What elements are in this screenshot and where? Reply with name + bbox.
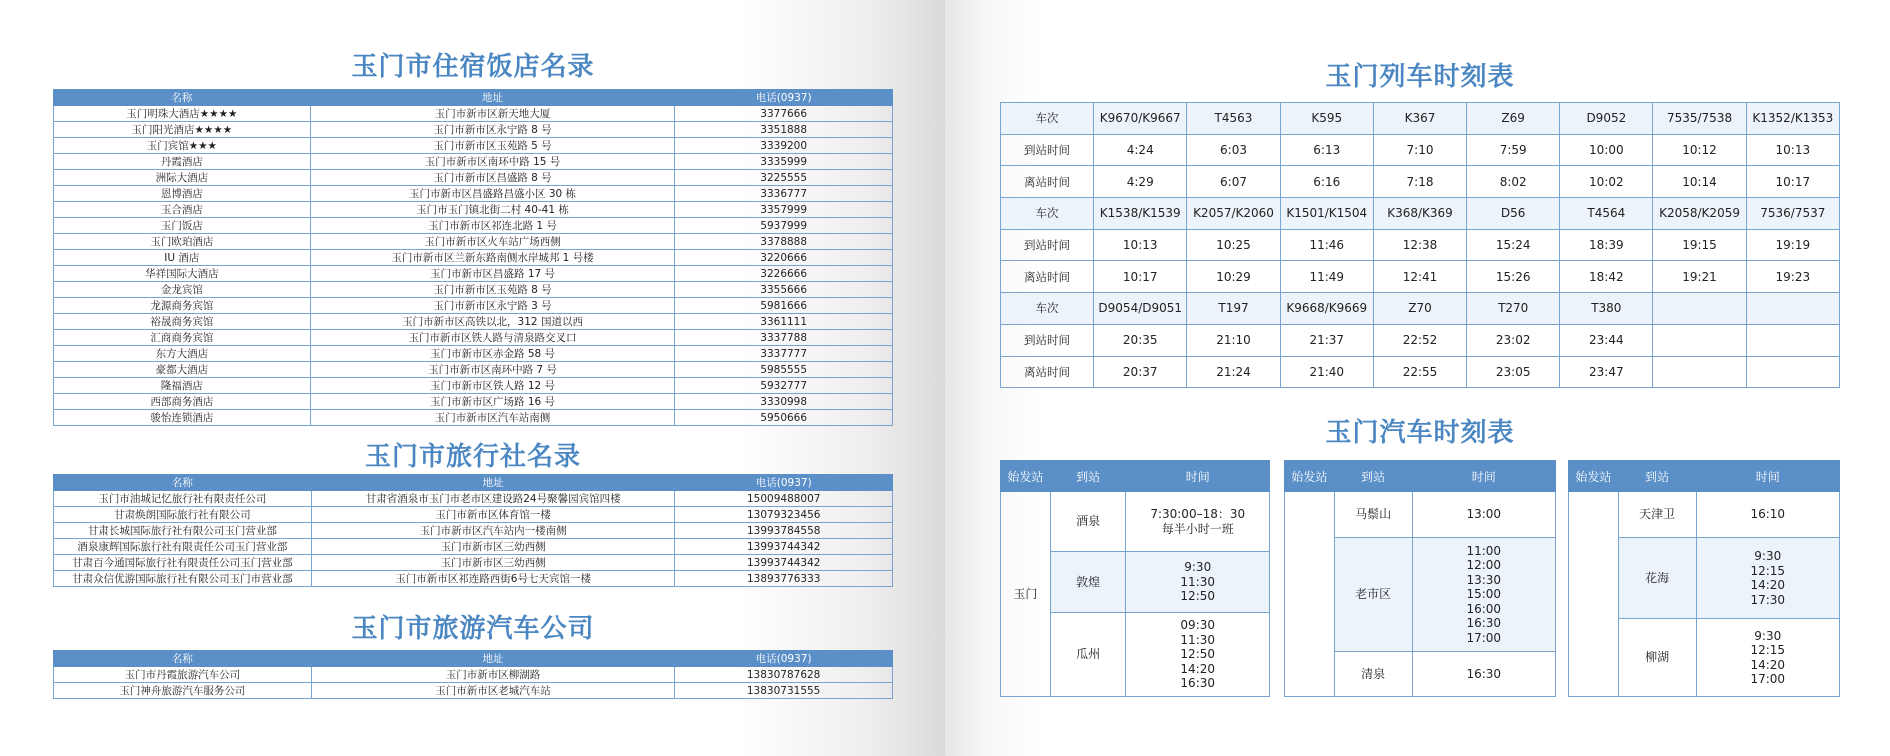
train-cell: T270: [1467, 293, 1560, 325]
train-cell: 6:07: [1187, 166, 1280, 198]
buscos-phone-cell: 13830787628: [675, 667, 893, 683]
bus3-time-2: 9:30 12:15 14:20 17:30: [1696, 538, 1840, 619]
agencies-address-cell: 甘肃省酒泉市玉门市老市区建设路24号聚馨园宾馆四楼: [311, 491, 675, 507]
train-cell: 10:14: [1653, 166, 1746, 198]
bus1-dest-3: 瓜州: [1050, 613, 1126, 697]
bus3-time-1: 16:10: [1696, 492, 1840, 538]
hotels-name-cell: 汇商商务宾馆: [54, 330, 311, 346]
hotels-header-row: [54, 90, 893, 106]
hotels-name-cell: 豪都大酒店: [54, 362, 311, 378]
bus2-time-2: 11:00 12:00 13:30 15:00 16:00 16:30 17:00: [1412, 538, 1556, 652]
train-timetable: [1000, 102, 1840, 388]
bus2-dest-2: 老市区: [1334, 538, 1412, 652]
table-row: [1569, 492, 1840, 538]
train-cell: 8:02: [1467, 166, 1560, 198]
table-row: [54, 218, 893, 234]
table-row: [1001, 103, 1840, 135]
hotels-name-cell: 玉门饭店: [54, 218, 311, 234]
train-cell: 10:29: [1187, 261, 1280, 293]
train-cell: [1653, 324, 1746, 356]
hotels-phone-cell: 3337788: [675, 330, 893, 346]
table-row: [54, 282, 893, 298]
bus-title: 玉门汽车时刻表: [1325, 418, 1515, 448]
train-cell: 6:13: [1280, 134, 1373, 166]
train-cell: 7:10: [1373, 134, 1466, 166]
hotels-phone-cell: 5950666: [675, 410, 893, 426]
buscos-header-name: 名称: [54, 651, 312, 667]
bus2-header-dest: 到站: [1334, 461, 1412, 492]
train-cell: 20:35: [1094, 324, 1187, 356]
agencies-header-row: [54, 475, 893, 491]
train-cell: 21:24: [1187, 356, 1280, 388]
hotels-phone-cell: 3330998: [675, 394, 893, 410]
hotels-address-cell: 玉门市新市区永宁路 8 号: [310, 122, 675, 138]
train-cell: D56: [1467, 198, 1560, 230]
hotels-address-cell: 玉门市新市区玉苑路 5 号: [310, 138, 675, 154]
hotels-header-address: 地址: [310, 90, 675, 106]
bus1-time-1: 7:30:00–18：30 每半小时一班: [1126, 492, 1270, 552]
agencies-phone-cell: 13993784558: [675, 523, 893, 539]
table-row: [54, 394, 893, 410]
table-row: [54, 330, 893, 346]
hotels-address-cell: 玉门市新市区高铁以北，312 国道以西: [310, 314, 675, 330]
bus1-header-origin: 始发站: [1001, 461, 1051, 492]
table-row: [54, 667, 893, 683]
hotels-phone-cell: 3336777: [675, 186, 893, 202]
table-row: [1001, 324, 1840, 356]
agencies-header-name: 名称: [54, 475, 312, 491]
table-row: [1285, 492, 1556, 538]
table-row: [54, 523, 893, 539]
bus1-time-3: 09:30 11:30 12:50 14:20 16:30: [1126, 613, 1270, 697]
hotels-name-cell: 丹霞酒店: [54, 154, 311, 170]
train-cell: 7:18: [1373, 166, 1466, 198]
hotels-name-cell: 西部商务酒店: [54, 394, 311, 410]
table-row: [54, 378, 893, 394]
train-cell: 11:46: [1280, 229, 1373, 261]
table-row: [54, 122, 893, 138]
agencies-title: 玉门市旅行社名录: [364, 442, 581, 472]
hotels-address-cell: 玉门市新市区玉苑路 8 号: [310, 282, 675, 298]
bus2-time-3: 16:30: [1412, 652, 1556, 697]
bus1-time-2: 9:30 11:30 12:50: [1126, 552, 1270, 613]
table-row: [54, 234, 893, 250]
train-cell: 10:13: [1094, 229, 1187, 261]
table-row: [54, 314, 893, 330]
bus3-dest-1: 天津卫: [1618, 492, 1696, 538]
train-cell: 11:49: [1280, 261, 1373, 293]
agencies-address-cell: 玉门市新市区三幼西侧: [311, 539, 675, 555]
train-cell: T380: [1560, 293, 1653, 325]
train-cell: K9668/K9669: [1280, 293, 1373, 325]
table-row: [54, 410, 893, 426]
hotels-name-cell: 玉门明珠大酒店★★★★: [54, 106, 311, 122]
agencies-address-cell: 玉门市新市区汽车站内一楼南侧: [311, 523, 675, 539]
bus2-dest-1: 马鬃山: [1334, 492, 1412, 538]
bus3-origin: [1569, 492, 1619, 697]
table-row: [54, 683, 893, 699]
buscos-address-cell: 玉门市新市区柳湖路: [311, 667, 675, 683]
hotels-phone-cell: 3361111: [675, 314, 893, 330]
table-row: [54, 507, 893, 523]
agencies-address-cell: 玉门市新市区三幼西侧: [311, 555, 675, 571]
hotels-name-cell: 玉合酒店: [54, 202, 311, 218]
train-cell: 6:03: [1187, 134, 1280, 166]
train-row-label: 到站时间: [1001, 229, 1094, 261]
train-cell: 10:13: [1746, 134, 1839, 166]
hotels-phone-cell: 3355666: [675, 282, 893, 298]
buscos-name-cell: 玉门市丹霞旅游汽车公司: [54, 667, 312, 683]
train-cell: 7:59: [1467, 134, 1560, 166]
hotels-phone-cell: 5985555: [675, 362, 893, 378]
agencies-address-cell: 玉门市新市区祁连路西街6号七天宾馆一楼: [311, 571, 675, 587]
hotels-address-cell: 玉门市新市区昌盛路 17 号: [310, 266, 675, 282]
hotels-address-cell: 玉门市新市区汽车站南侧: [310, 410, 675, 426]
hotels-phone-cell: 5932777: [675, 378, 893, 394]
buscos-header-row: [54, 651, 893, 667]
hotels-name-cell: 裕晟商务宾馆: [54, 314, 311, 330]
agencies-phone-cell: 13079323456: [675, 507, 893, 523]
agencies-header-address: 地址: [311, 475, 675, 491]
agencies-phone-cell: 13893776333: [675, 571, 893, 587]
bus1-dest-2: 敦煌: [1050, 552, 1126, 613]
bus3-dest-2: 花海: [1618, 538, 1696, 619]
train-row-label: 离站时间: [1001, 261, 1094, 293]
hotels-phone-cell: 3337777: [675, 346, 893, 362]
bus2-header-origin: 始发站: [1285, 461, 1335, 492]
bus2-origin: [1285, 492, 1335, 697]
hotels-address-cell: 玉门市新市区兰新东路南侧水岸城邦 1 号楼: [310, 250, 675, 266]
hotels-phone-cell: 3339200: [675, 138, 893, 154]
hotels-phone-cell: 3351888: [675, 122, 893, 138]
bus3-header-dest: 到站: [1618, 461, 1696, 492]
train-cell: K2057/K2060: [1187, 198, 1280, 230]
hotels-header-phone: 电话(0937): [675, 90, 893, 106]
table-row: [1001, 356, 1840, 388]
bus-table-3: [1568, 460, 1840, 697]
train-cell: K367: [1373, 103, 1466, 135]
agencies-name-cell: 甘肃百今通国际旅行社有限责任公司玉门营业部: [54, 555, 312, 571]
hotels-phone-cell: 3357999: [675, 202, 893, 218]
hotels-name-cell: 恩博酒店: [54, 186, 311, 202]
train-cell: 10:02: [1560, 166, 1653, 198]
train-cell: 21:37: [1280, 324, 1373, 356]
hotels-title: 玉门市住宿饭店名录: [351, 52, 595, 82]
agencies-phone-cell: 13993744342: [675, 539, 893, 555]
hotels-phone-cell: 3226666: [675, 266, 893, 282]
table-row: [54, 138, 893, 154]
train-cell: 23:05: [1467, 356, 1560, 388]
bus1-header-dest: 到站: [1050, 461, 1126, 492]
bus3-dest-3: 柳湖: [1618, 619, 1696, 697]
hotels-name-cell: 东方大酒店: [54, 346, 311, 362]
train-cell: 7535/7538: [1653, 103, 1746, 135]
buscos-phone-cell: 13830731555: [675, 683, 893, 699]
table-row: [1001, 261, 1840, 293]
agencies-header-phone: 电话(0937): [675, 475, 893, 491]
train-cell: 12:41: [1373, 261, 1466, 293]
train-cell: 10:12: [1653, 134, 1746, 166]
agencies-table: [53, 474, 893, 587]
hotels-address-cell: 玉门市新市区火车站广场西侧: [310, 234, 675, 250]
train-cell: [1746, 356, 1839, 388]
table-row: [54, 571, 893, 587]
train-cell: 22:52: [1373, 324, 1466, 356]
buscos-name-cell: 玉门神舟旅游汽车服务公司: [54, 683, 312, 699]
hotels-name-cell: 玉门宾馆★★★: [54, 138, 311, 154]
train-cell: [1746, 293, 1839, 325]
hotels-header-name: 名称: [54, 90, 311, 106]
train-cell: 22:55: [1373, 356, 1466, 388]
table-row: [54, 346, 893, 362]
train-row-label: 离站时间: [1001, 356, 1094, 388]
buscos-header-phone: 电话(0937): [675, 651, 893, 667]
table-row: [54, 106, 893, 122]
train-cell: 10:17: [1746, 166, 1839, 198]
table-row: [1001, 293, 1840, 325]
bus-table-2: [1284, 460, 1556, 697]
hotels-phone-cell: 3378888: [675, 234, 893, 250]
train-cell: 15:24: [1467, 229, 1560, 261]
buscos-header-address: 地址: [311, 651, 675, 667]
bus2-time-1: 13:00: [1412, 492, 1556, 538]
table-row: [54, 186, 893, 202]
bus1-header-time: 时间: [1126, 461, 1270, 492]
train-cell: 23:44: [1560, 324, 1653, 356]
train-cell: D9052: [1560, 103, 1653, 135]
table-row: [1001, 134, 1840, 166]
bus-companies-table: [53, 650, 893, 699]
table-row: [54, 202, 893, 218]
hotels-address-cell: 玉门市新市区南环中路 15 号: [310, 154, 675, 170]
table-row: [54, 154, 893, 170]
agencies-name-cell: 甘肃众信优游国际旅行社有限公司玉门市营业部: [54, 571, 312, 587]
train-cell: K9670/K9667: [1094, 103, 1187, 135]
train-cell: [1746, 324, 1839, 356]
train-cell: 21:10: [1187, 324, 1280, 356]
table-row: [1001, 492, 1270, 552]
bus-table-3-header: [1569, 461, 1840, 492]
table-row: [54, 491, 893, 507]
bus1-dest-1: 酒泉: [1050, 492, 1126, 552]
bus-table-2-header: [1285, 461, 1556, 492]
train-cell: 10:00: [1560, 134, 1653, 166]
agencies-phone-cell: 13993744342: [675, 555, 893, 571]
train-cell: 10:25: [1187, 229, 1280, 261]
bus3-time-3: 9:30 12:15 14:20 17:00: [1696, 619, 1840, 697]
table-row: [54, 555, 893, 571]
train-row-label: 到站时间: [1001, 324, 1094, 356]
train-cell: T4564: [1560, 198, 1653, 230]
train-cell: 4:29: [1094, 166, 1187, 198]
hotels-phone-cell: 3220666: [675, 250, 893, 266]
hotels-address-cell: 玉门市新市区铁人路与清泉路交叉口: [310, 330, 675, 346]
train-cell: 18:42: [1560, 261, 1653, 293]
train-row-label: 车次: [1001, 103, 1094, 135]
bus1-origin: 玉门: [1001, 492, 1051, 697]
hotels-name-cell: 隆福酒店: [54, 378, 311, 394]
agencies-name-cell: 甘肃长城国际旅行社有限公司玉门营业部: [54, 523, 312, 539]
train-cell: 19:15: [1653, 229, 1746, 261]
agencies-name-cell: 酒泉康辉国际旅行社有限责任公司玉门营业部: [54, 539, 312, 555]
agencies-name-cell: 甘肃焕朗国际旅行社有限公司: [54, 507, 312, 523]
train-cell: T4563: [1187, 103, 1280, 135]
hotels-address-cell: 玉门市新市区昌盛路 8 号: [310, 170, 675, 186]
hotels-name-cell: 金龙宾馆: [54, 282, 311, 298]
agencies-address-cell: 玉门市新市区体育馆一楼: [311, 507, 675, 523]
hotels-name-cell: IU 酒店: [54, 250, 311, 266]
train-cell: 12:38: [1373, 229, 1466, 261]
train-cell: 23:47: [1560, 356, 1653, 388]
hotels-address-cell: 玉门市新市区祁连北路 1 号: [310, 218, 675, 234]
hotels-name-cell: 华祥国际大酒店: [54, 266, 311, 282]
agencies-name-cell: 玉门市油城记忆旅行社有限责任公司: [54, 491, 312, 507]
hotels-address-cell: 玉门市新市区昌盛路昌盛小区 30 栋: [310, 186, 675, 202]
hotels-address-cell: 玉门市新市区南环中路 7 号: [310, 362, 675, 378]
train-title: 玉门列车时刻表: [1325, 62, 1515, 92]
train-cell: [1653, 293, 1746, 325]
agencies-phone-cell: 15009488007: [675, 491, 893, 507]
train-cell: T197: [1187, 293, 1280, 325]
train-cell: K368/K369: [1373, 198, 1466, 230]
train-cell: 15:26: [1467, 261, 1560, 293]
hotels-table: [53, 89, 893, 426]
train-cell: 21:40: [1280, 356, 1373, 388]
train-cell: 19:19: [1746, 229, 1839, 261]
table-row: [54, 170, 893, 186]
table-row: [1001, 166, 1840, 198]
train-cell: 19:21: [1653, 261, 1746, 293]
table-row: [1001, 198, 1840, 230]
train-row-label: 离站时间: [1001, 166, 1094, 198]
hotels-address-cell: 玉门市玉门镇北街二村 40-41 栋: [310, 202, 675, 218]
hotels-address-cell: 玉门市新市区新天地大厦: [310, 106, 675, 122]
bus2-dest-3: 清泉: [1334, 652, 1412, 697]
hotels-phone-cell: 5981666: [675, 298, 893, 314]
train-cell: 6:16: [1280, 166, 1373, 198]
hotels-name-cell: 龙源商务宾馆: [54, 298, 311, 314]
train-cell: K1538/K1539: [1094, 198, 1187, 230]
train-cell: 19:23: [1746, 261, 1839, 293]
train-row-label: 车次: [1001, 293, 1094, 325]
train-cell: 7536/7537: [1746, 198, 1839, 230]
train-cell: 4:24: [1094, 134, 1187, 166]
train-cell: K595: [1280, 103, 1373, 135]
train-cell: 23:02: [1467, 324, 1560, 356]
bus3-header-time: 时间: [1696, 461, 1840, 492]
train-row-label: 车次: [1001, 198, 1094, 230]
bus2-header-time: 时间: [1412, 461, 1556, 492]
hotels-address-cell: 玉门市新市区赤金路 58 号: [310, 346, 675, 362]
hotels-name-cell: 骏怡连锁酒店: [54, 410, 311, 426]
bus3-header-origin: 始发站: [1569, 461, 1619, 492]
table-row: [54, 266, 893, 282]
hotels-phone-cell: 3225555: [675, 170, 893, 186]
hotels-name-cell: 洲际大酒店: [54, 170, 311, 186]
buscos-address-cell: 玉门市新市区老城汽车站: [311, 683, 675, 699]
train-cell: [1653, 356, 1746, 388]
table-row: [54, 539, 893, 555]
table-row: [54, 362, 893, 378]
table-row: [54, 250, 893, 266]
bus-table-1: [1000, 460, 1270, 697]
train-cell: D9054/D9051: [1094, 293, 1187, 325]
hotels-name-cell: 玉门欧珀酒店: [54, 234, 311, 250]
hotels-address-cell: 玉门市新市区铁人路 12 号: [310, 378, 675, 394]
hotels-address-cell: 玉门市新市区广场路 16 号: [310, 394, 675, 410]
train-cell: 20:37: [1094, 356, 1187, 388]
hotels-phone-cell: 3335999: [675, 154, 893, 170]
table-row: [1001, 229, 1840, 261]
train-cell: Z70: [1373, 293, 1466, 325]
buscos-title: 玉门市旅游汽车公司: [351, 614, 595, 644]
train-cell: 10:17: [1094, 261, 1187, 293]
train-cell: 18:39: [1560, 229, 1653, 261]
train-cell: Z69: [1467, 103, 1560, 135]
table-row: [54, 298, 893, 314]
train-row-label: 到站时间: [1001, 134, 1094, 166]
hotels-phone-cell: 3377666: [675, 106, 893, 122]
hotels-name-cell: 玉门阳光酒店★★★★: [54, 122, 311, 138]
train-cell: K2058/K2059: [1653, 198, 1746, 230]
hotels-address-cell: 玉门市新市区永宁路 3 号: [310, 298, 675, 314]
train-cell: K1352/K1353: [1746, 103, 1839, 135]
hotels-phone-cell: 5937999: [675, 218, 893, 234]
train-cell: K1501/K1504: [1280, 198, 1373, 230]
bus-table-1-header: [1001, 461, 1270, 492]
